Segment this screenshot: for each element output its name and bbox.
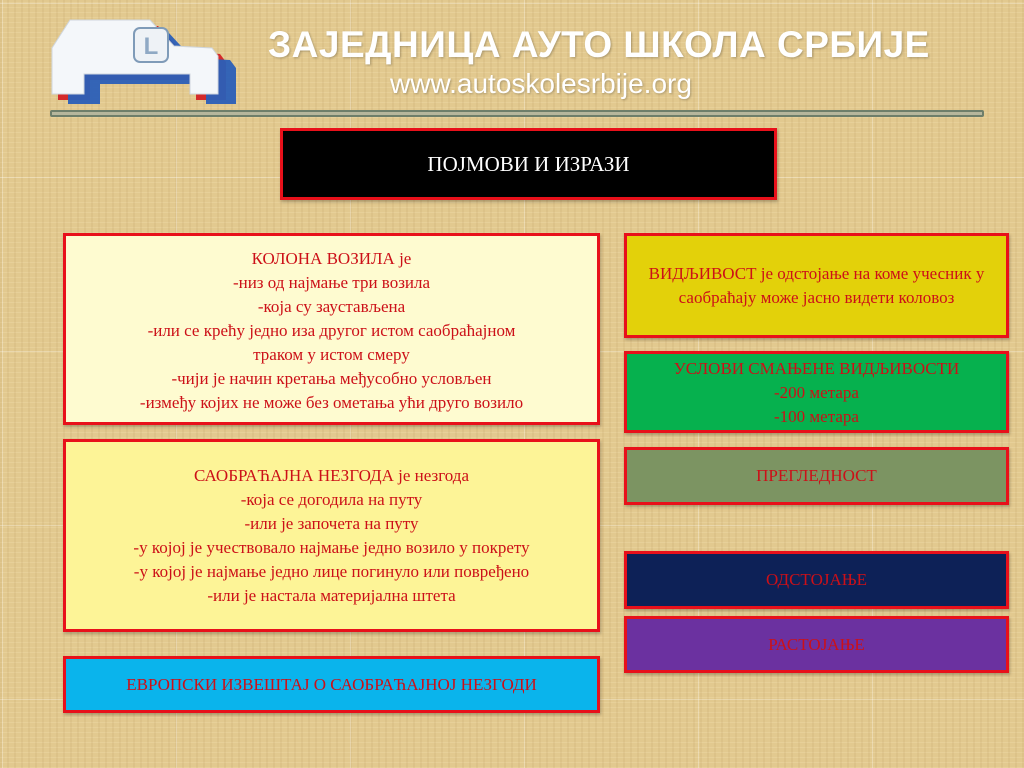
- nezgoda-line: -или је започета на путу: [244, 514, 419, 533]
- kolona-line: -која су заустављена: [257, 297, 406, 316]
- kolona-line: траком у истом смеру: [253, 345, 410, 364]
- vidljivost-text: ВИДЉИВОСТ је одстојање на коме учесник у саобраћају може јасно видети коловоз: [648, 263, 985, 307]
- nezgoda-line: -у којој је најмање једно лице погинуло или повређено: [133, 562, 530, 581]
- kolona-line: -или се крећу једно иза другог истом саобраћајном: [147, 321, 516, 340]
- nezgoda-line: -или је настала материјална штета: [207, 586, 456, 605]
- kolona-line: -низ од најмање три возила: [232, 273, 431, 292]
- logo-letter: L: [143, 33, 159, 60]
- vidljivost-box: [624, 233, 1009, 338]
- kolona-line: -између којих не може без ометања ући друго возило: [139, 393, 524, 412]
- odstojanje-button[interactable]: [624, 551, 1009, 609]
- title-box-text: ПОЈМОВИ И ИЗРАЗИ: [427, 152, 630, 176]
- title-box: [280, 128, 777, 200]
- header-title: ЗАЈЕДНИЦА АУТО ШКОЛА СРБИЈЕ: [268, 24, 930, 65]
- car-learner-icon: [50, 14, 240, 106]
- kolona-line: -чији је начин кретања међусобно условљен: [171, 369, 492, 388]
- rastojanje-button[interactable]: [624, 616, 1009, 673]
- rastojanje-label: РАСТОЈАЊЕ: [768, 634, 865, 654]
- preglednost-label: ПРЕГЛЕДНОСТ: [756, 466, 877, 485]
- header-divider: [50, 110, 984, 117]
- nezgoda-line: -која се догодила на путу: [240, 490, 423, 509]
- car-learner-logo: [50, 14, 240, 106]
- uslovi-line: УСЛОВИ СМАЊЕНЕ ВИДЉИВОСТИ: [673, 359, 960, 378]
- preglednost-button[interactable]: [624, 447, 1009, 505]
- header-url[interactable]: www.autoskolesrbije.org: [390, 68, 692, 99]
- nezgoda-line: САОБРАЋАЈНА НЕЗГОДА је незгода: [194, 466, 469, 485]
- odstojanje-label: ОДСТОЈАЊЕ: [766, 570, 867, 589]
- evropski-izvestaj-label: ЕВРОПСКИ ИЗВЕШТАЈ О САОБРАЋАЈНОЈ НЕЗГОДИ: [126, 674, 537, 694]
- evropski-izvestaj-button[interactable]: [63, 656, 600, 713]
- nezgoda-line: -у којој је учествовало најмање једно возило у покрету: [133, 538, 530, 557]
- uslovi-smanjene-vidljivosti-box: [624, 351, 1009, 433]
- kolona-line: КОЛОНА ВОЗИЛА је: [251, 249, 412, 268]
- uslovi-line: -100 метара: [774, 407, 859, 426]
- saobracajna-nezgoda-box: [63, 439, 600, 632]
- kolona-vozila-box: [63, 233, 600, 425]
- uslovi-line: -200 метара: [774, 383, 859, 402]
